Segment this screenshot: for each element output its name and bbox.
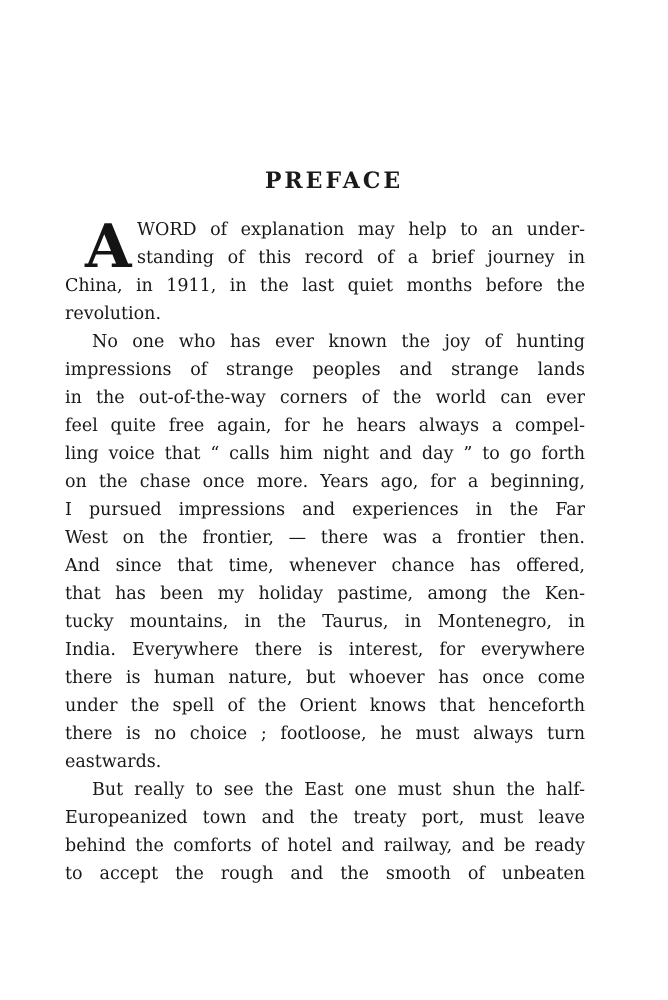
page-title: PREFACE (264, 168, 404, 194)
text-line: Europeanized town and the treaty port, must leave (65, 808, 585, 828)
text-line: And since that time, whenever chance has offered, (65, 556, 585, 576)
paragraph-hunting-impressions (65, 328, 585, 776)
text-line: India. Everywhere there is interest, for everywhere (65, 640, 585, 660)
text-block (65, 212, 585, 888)
text-line: that has been my holiday pastime, among the Ken- (65, 584, 585, 604)
text-line: No one who has ever known the joy of hunting (92, 332, 585, 352)
drop-cap: A (85, 212, 132, 282)
text-line: eastwards. (65, 752, 162, 772)
text-line: standing of this record of a brief journey in (137, 248, 585, 268)
text-line: on the chase once more. Years ago, for a beginning, (65, 472, 585, 492)
text-line: behind the comforts of hotel and railway, and be ready (65, 836, 585, 856)
text-line: I pursued impressions and experiences in the Far (65, 500, 585, 520)
text-line: under the spell of the Orient knows that henceforth (65, 696, 585, 716)
text-line: ling voice that “ calls him night and day ” to go forth (65, 444, 585, 464)
text-line: WORD of explanation may help to an under- (137, 220, 585, 240)
text-line: impressions of strange peoples and strange lands (65, 360, 585, 380)
text-line: West on the frontier, — there was a frontier then. (65, 528, 585, 548)
paragraph-seeing-the-east (65, 776, 585, 888)
text-line: revolution. (65, 304, 162, 324)
text-line: to accept the rough and the smooth of unbeaten (65, 864, 585, 884)
text-line: tucky mountains, in the Taurus, in Montenegro, in (65, 612, 585, 632)
text-line: But really to see the East one must shun the half- (92, 780, 585, 800)
text-line: feel quite free again, for he hears always a compel- (65, 416, 585, 436)
text-line: there is human nature, but whoever has once come (65, 668, 585, 688)
paragraph-opening (65, 212, 585, 328)
text-line: in the out-of-the-way corners of the world can ever (65, 388, 585, 408)
text-line: there is no choice ; footloose, he must always turn (65, 724, 585, 744)
text-line: China, in 1911, in the last quiet months before the (65, 276, 585, 296)
